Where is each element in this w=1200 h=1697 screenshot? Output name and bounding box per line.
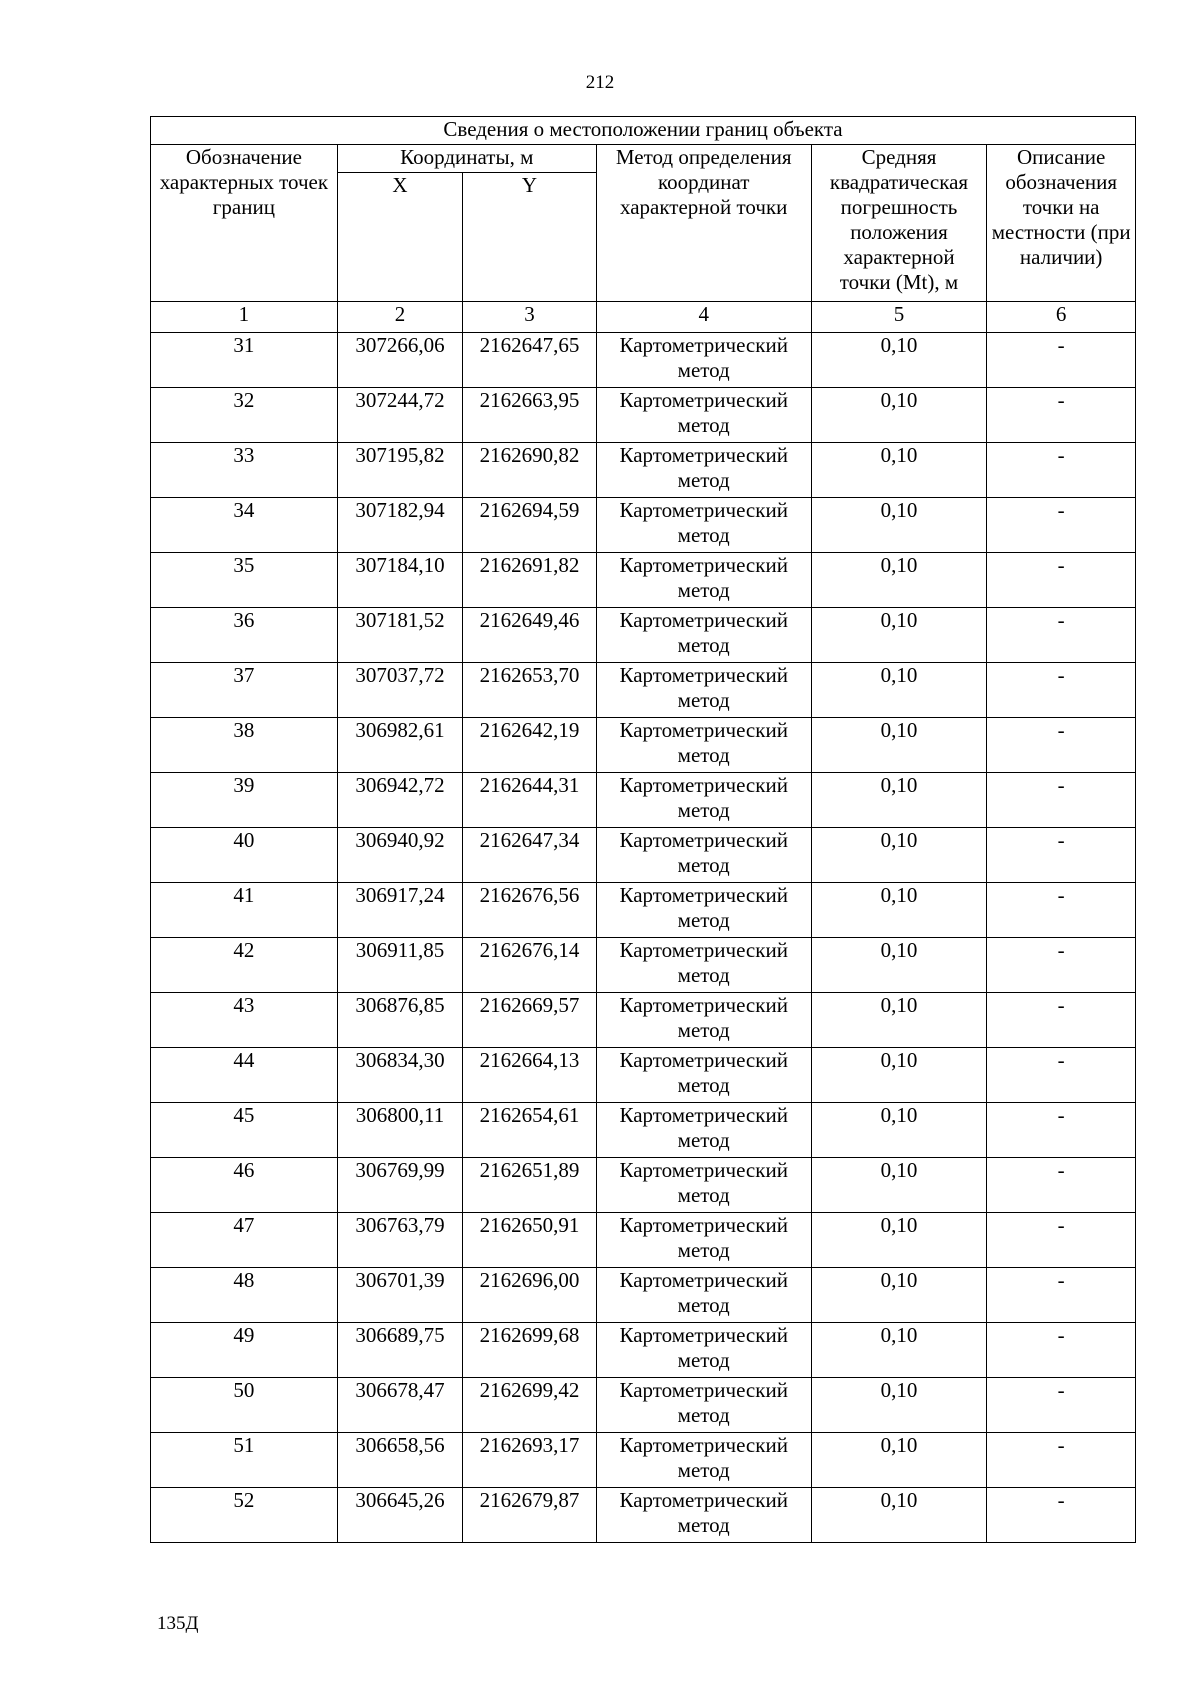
x-coordinate-cell: 306982,61 — [337, 718, 463, 773]
column-number: 3 — [463, 302, 597, 333]
table-title-row — [151, 117, 1136, 145]
y-coordinate-cell: 2162693,17 — [463, 1433, 597, 1488]
table-row — [151, 498, 1136, 553]
description-cell: - — [987, 1213, 1136, 1268]
error-cell: 0,10 — [811, 828, 987, 883]
error-cell: 0,10 — [811, 1268, 987, 1323]
method-cell: Картометрический метод — [596, 1268, 811, 1323]
error-cell: 0,10 — [811, 1158, 987, 1213]
description-cell: - — [987, 1433, 1136, 1488]
table-row — [151, 718, 1136, 773]
point-cell: 44 — [151, 1048, 338, 1103]
page-number: 212 — [585, 72, 615, 93]
point-cell: 31 — [151, 333, 338, 388]
header-method: Метод определения координат характерной точки — [596, 145, 811, 302]
description-cell: - — [987, 938, 1136, 993]
description-cell: - — [987, 1103, 1136, 1158]
table-row — [151, 993, 1136, 1048]
point-cell: 37 — [151, 663, 338, 718]
y-coordinate-cell: 2162650,91 — [463, 1213, 597, 1268]
description-cell: - — [987, 718, 1136, 773]
method-cell: Картометрический метод — [596, 498, 811, 553]
y-coordinate-cell: 2162694,59 — [463, 498, 597, 553]
method-cell: Картометрический метод — [596, 993, 811, 1048]
table-row — [151, 1158, 1136, 1213]
point-cell: 43 — [151, 993, 338, 1048]
error-cell: 0,10 — [811, 553, 987, 608]
error-cell: 0,10 — [811, 333, 987, 388]
method-cell: Картометрический метод — [596, 938, 811, 993]
column-number: 1 — [151, 302, 338, 333]
column-number: 4 — [596, 302, 811, 333]
method-cell: Картометрический метод — [596, 1213, 811, 1268]
x-coordinate-cell: 306763,79 — [337, 1213, 463, 1268]
table-row — [151, 1323, 1136, 1378]
error-cell: 0,10 — [811, 1323, 987, 1378]
method-cell: Картометрический метод — [596, 1158, 811, 1213]
x-coordinate-cell: 306769,99 — [337, 1158, 463, 1213]
error-cell: 0,10 — [811, 883, 987, 938]
table-row — [151, 553, 1136, 608]
x-coordinate-cell: 306645,26 — [337, 1488, 463, 1543]
method-cell: Картометрический метод — [596, 1323, 811, 1378]
error-cell: 0,10 — [811, 1378, 987, 1433]
point-cell: 36 — [151, 608, 338, 663]
point-cell: 42 — [151, 938, 338, 993]
description-cell: - — [987, 443, 1136, 498]
y-coordinate-cell: 2162664,13 — [463, 1048, 597, 1103]
header-coordinates: Координаты, м — [337, 145, 596, 173]
description-cell: - — [987, 663, 1136, 718]
y-coordinate-cell: 2162679,87 — [463, 1488, 597, 1543]
description-cell: - — [987, 1048, 1136, 1103]
error-cell: 0,10 — [811, 718, 987, 773]
method-cell: Картометрический метод — [596, 1048, 811, 1103]
y-coordinate-cell: 2162696,00 — [463, 1268, 597, 1323]
error-cell: 0,10 — [811, 498, 987, 553]
error-cell: 0,10 — [811, 388, 987, 443]
description-cell: - — [987, 773, 1136, 828]
x-coordinate-cell: 307266,06 — [337, 333, 463, 388]
method-cell: Картометрический метод — [596, 333, 811, 388]
x-coordinate-cell: 306701,39 — [337, 1268, 463, 1323]
point-cell: 47 — [151, 1213, 338, 1268]
y-coordinate-cell: 2162647,65 — [463, 333, 597, 388]
x-coordinate-cell: 306911,85 — [337, 938, 463, 993]
table-title: Сведения о местоположении границ объекта — [151, 117, 1136, 145]
table-row — [151, 883, 1136, 938]
point-cell: 46 — [151, 1158, 338, 1213]
description-cell: - — [987, 1158, 1136, 1213]
point-cell: 49 — [151, 1323, 338, 1378]
header-description: Описание обозначения точки на местности (при наличии) — [987, 145, 1136, 302]
description-cell: - — [987, 608, 1136, 663]
point-cell: 40 — [151, 828, 338, 883]
error-cell: 0,10 — [811, 1488, 987, 1543]
x-coordinate-cell: 307037,72 — [337, 663, 463, 718]
x-coordinate-cell: 307244,72 — [337, 388, 463, 443]
point-cell: 41 — [151, 883, 338, 938]
x-coordinate-cell: 306876,85 — [337, 993, 463, 1048]
error-cell: 0,10 — [811, 1433, 987, 1488]
method-cell: Картометрический метод — [596, 773, 811, 828]
description-cell: - — [987, 883, 1136, 938]
description-cell: - — [987, 388, 1136, 443]
table-row — [151, 938, 1136, 993]
x-coordinate-cell: 307182,94 — [337, 498, 463, 553]
y-coordinate-cell: 2162669,57 — [463, 993, 597, 1048]
header-y: Y — [463, 173, 597, 302]
method-cell: Картометрический метод — [596, 718, 811, 773]
document-code: 135Д — [157, 1613, 199, 1634]
x-coordinate-cell: 306800,11 — [337, 1103, 463, 1158]
description-cell: - — [987, 498, 1136, 553]
method-cell: Картометрический метод — [596, 443, 811, 498]
table-row — [151, 663, 1136, 718]
description-cell: - — [987, 1378, 1136, 1433]
table-row — [151, 608, 1136, 663]
column-number: 6 — [987, 302, 1136, 333]
table-row — [151, 773, 1136, 828]
description-cell: - — [987, 333, 1136, 388]
table-row — [151, 388, 1136, 443]
error-cell: 0,10 — [811, 938, 987, 993]
y-coordinate-cell: 2162651,89 — [463, 1158, 597, 1213]
error-cell: 0,10 — [811, 443, 987, 498]
point-cell: 50 — [151, 1378, 338, 1433]
column-number: 5 — [811, 302, 987, 333]
method-cell: Картометрический метод — [596, 608, 811, 663]
x-coordinate-cell: 307181,52 — [337, 608, 463, 663]
error-cell: 0,10 — [811, 1048, 987, 1103]
boundary-points-table — [150, 116, 1136, 1543]
header-points: Обозначение характерных точек границ — [151, 145, 338, 302]
method-cell: Картометрический метод — [596, 553, 811, 608]
x-coordinate-cell: 306917,24 — [337, 883, 463, 938]
x-coordinate-cell: 307184,10 — [337, 553, 463, 608]
column-number-row — [151, 302, 1136, 333]
description-cell: - — [987, 1323, 1136, 1378]
method-cell: Картометрический метод — [596, 1488, 811, 1543]
point-cell: 34 — [151, 498, 338, 553]
method-cell: Картометрический метод — [596, 1378, 811, 1433]
error-cell: 0,10 — [811, 1103, 987, 1158]
method-cell: Картометрический метод — [596, 1433, 811, 1488]
point-cell: 35 — [151, 553, 338, 608]
point-cell: 45 — [151, 1103, 338, 1158]
y-coordinate-cell: 2162653,70 — [463, 663, 597, 718]
point-cell: 38 — [151, 718, 338, 773]
y-coordinate-cell: 2162699,68 — [463, 1323, 597, 1378]
header-error: Средняя квадратическая погрешность положения характерной точки (Mt), м — [811, 145, 987, 302]
point-cell: 39 — [151, 773, 338, 828]
x-coordinate-cell: 307195,82 — [337, 443, 463, 498]
table-row — [151, 1488, 1136, 1543]
table-row — [151, 1268, 1136, 1323]
point-cell: 51 — [151, 1433, 338, 1488]
x-coordinate-cell: 306678,47 — [337, 1378, 463, 1433]
table-row — [151, 1433, 1136, 1488]
method-cell: Картометрический метод — [596, 828, 811, 883]
table-row — [151, 1213, 1136, 1268]
x-coordinate-cell: 306942,72 — [337, 773, 463, 828]
table-row — [151, 1103, 1136, 1158]
y-coordinate-cell: 2162690,82 — [463, 443, 597, 498]
description-cell: - — [987, 553, 1136, 608]
y-coordinate-cell: 2162654,61 — [463, 1103, 597, 1158]
table-row — [151, 1378, 1136, 1433]
header-x: X — [337, 173, 463, 302]
description-cell: - — [987, 1488, 1136, 1543]
point-cell: 48 — [151, 1268, 338, 1323]
y-coordinate-cell: 2162647,34 — [463, 828, 597, 883]
table-row — [151, 828, 1136, 883]
point-cell: 33 — [151, 443, 338, 498]
method-cell: Картометрический метод — [596, 1103, 811, 1158]
x-coordinate-cell: 306689,75 — [337, 1323, 463, 1378]
y-coordinate-cell: 2162663,95 — [463, 388, 597, 443]
method-cell: Картометрический метод — [596, 663, 811, 718]
description-cell: - — [987, 1268, 1136, 1323]
description-cell: - — [987, 993, 1136, 1048]
error-cell: 0,10 — [811, 1213, 987, 1268]
table-row — [151, 333, 1136, 388]
point-cell: 32 — [151, 388, 338, 443]
table-row — [151, 443, 1136, 498]
error-cell: 0,10 — [811, 663, 987, 718]
point-cell: 52 — [151, 1488, 338, 1543]
column-number: 2 — [337, 302, 463, 333]
x-coordinate-cell: 306834,30 — [337, 1048, 463, 1103]
header-row — [151, 145, 1136, 173]
y-coordinate-cell: 2162644,31 — [463, 773, 597, 828]
x-coordinate-cell: 306658,56 — [337, 1433, 463, 1488]
y-coordinate-cell: 2162676,14 — [463, 938, 597, 993]
method-cell: Картометрический метод — [596, 883, 811, 938]
x-coordinate-cell: 306940,92 — [337, 828, 463, 883]
table-row — [151, 1048, 1136, 1103]
y-coordinate-cell: 2162699,42 — [463, 1378, 597, 1433]
error-cell: 0,10 — [811, 773, 987, 828]
y-coordinate-cell: 2162649,46 — [463, 608, 597, 663]
y-coordinate-cell: 2162691,82 — [463, 553, 597, 608]
y-coordinate-cell: 2162642,19 — [463, 718, 597, 773]
error-cell: 0,10 — [811, 608, 987, 663]
error-cell: 0,10 — [811, 993, 987, 1048]
y-coordinate-cell: 2162676,56 — [463, 883, 597, 938]
description-cell: - — [987, 828, 1136, 883]
method-cell: Картометрический метод — [596, 388, 811, 443]
